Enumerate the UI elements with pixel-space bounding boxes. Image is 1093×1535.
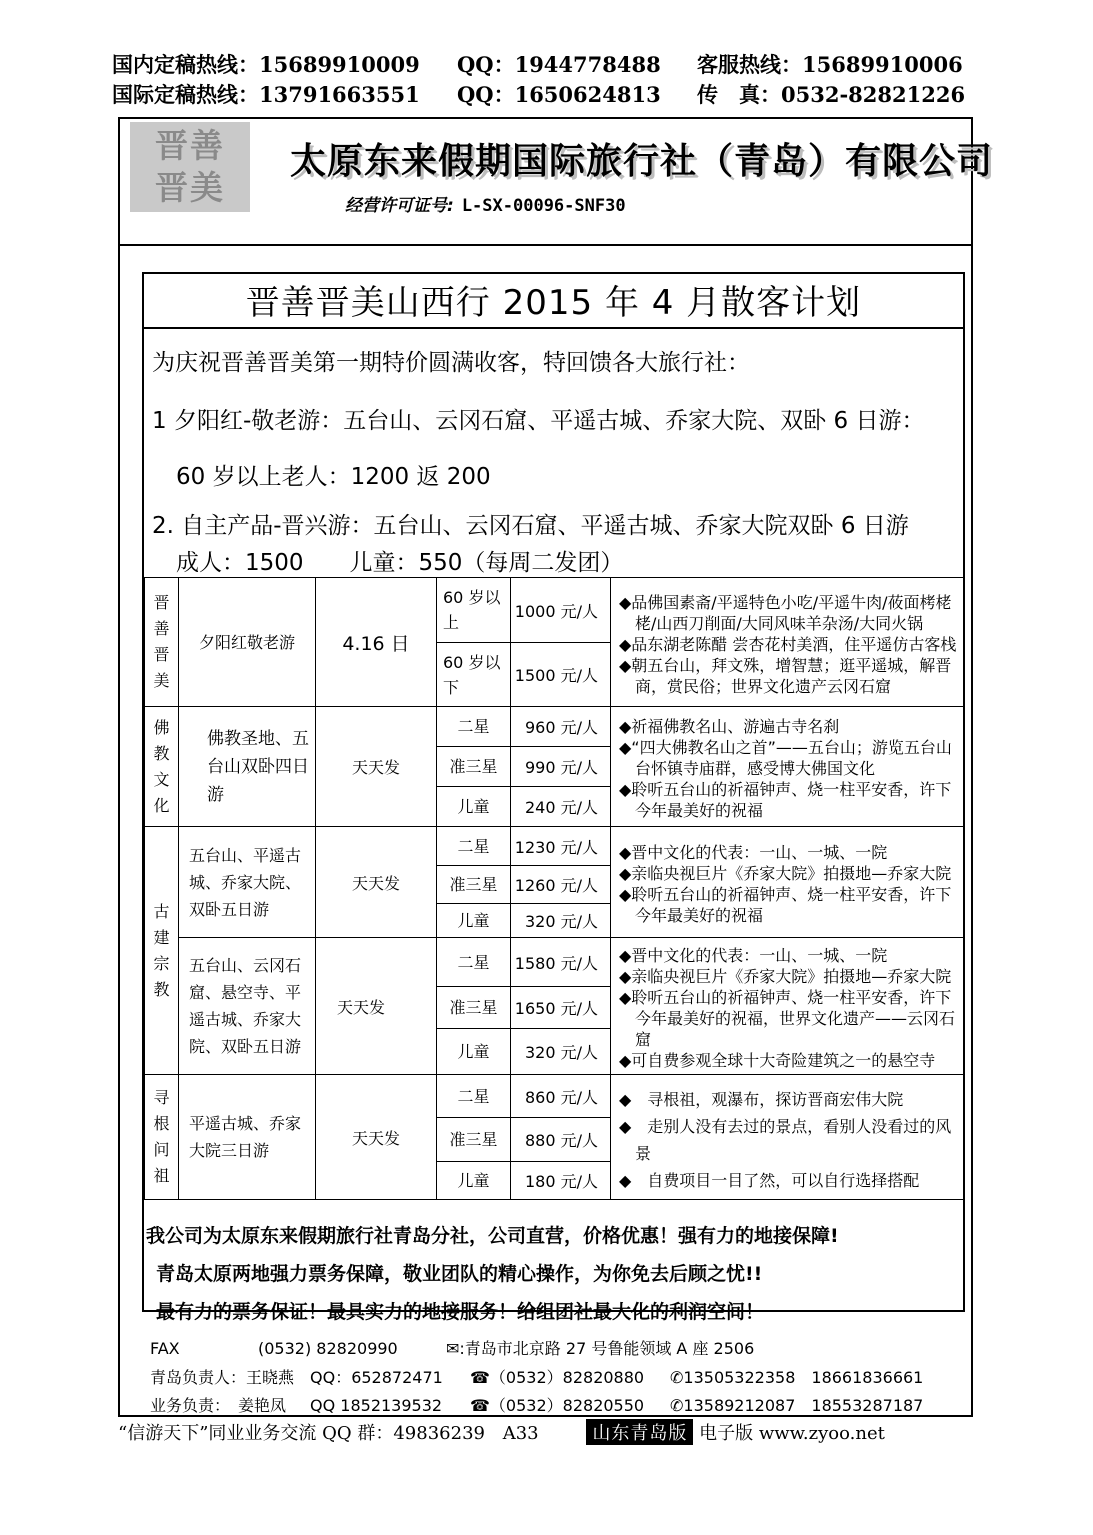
license-label: 经营许可证号: (345, 196, 454, 216)
price-cell: 320 元/人 (511, 904, 611, 938)
tier-cell: 二星 (437, 827, 511, 866)
tier-cell: 儿童 (437, 787, 511, 827)
price-cell: 1500 元/人 (511, 643, 611, 707)
domestic-qq: QQ：1944778488 (457, 52, 661, 77)
category-cell: 古 建 宗 教 (145, 827, 179, 1075)
date-cell: 天天发 (316, 827, 437, 938)
tier-cell: 准三星 (437, 1118, 511, 1162)
tier-cell: 准三星 (437, 987, 511, 1029)
edition-badge: 山东青岛版 (586, 1419, 693, 1445)
promo-1: 1 夕阳红-敬老游：五台山、云冈石窟、平遥古城、乔家大院、双卧 6 日游： (152, 408, 925, 434)
contact-fax-row (150, 1336, 754, 1359)
tier-cell: 儿童 (437, 904, 511, 938)
tier-cell: 儿童 (437, 1029, 511, 1075)
company-name: 太原东来假期国际旅行社（青岛）有限公司 (290, 141, 994, 182)
notes-cell: ◆晋中文化的代表：一山、一城、一院 ◆亲临央视巨片《乔家大院》拍摄地—乔家大院 ◆聆听五台山的祈福钟声、烧一柱平安香，许下今年最美好的祝福，世界文化遗产——云冈石窟 ◆可自费参观全球十大奇险建筑之一的悬空寺 (611, 938, 964, 1075)
service-hotline: 客服热线：15689910006 (697, 52, 963, 77)
price-cell: 240 元/人 (511, 787, 611, 827)
fax-number: (0532) 82820990 (258, 1339, 398, 1358)
hotline-header (112, 50, 972, 110)
hotline-row-international (112, 80, 972, 110)
price-cell: 1650 元/人 (511, 987, 611, 1029)
promo-line-1: 我公司为太原东来假期旅行社青岛分社，公司直营，价格优惠！强有力的地接保障! (146, 1225, 839, 1247)
promo-2-price: 成人：1500 儿童：550（每周二发团） (176, 550, 624, 576)
international-hotline: 国际定稿热线：13791663551 (112, 82, 420, 107)
price-cell: 1000 元/人 (511, 578, 611, 643)
address: ✉:青岛市北京路 27 号鲁能领域 A 座 2506 (446, 1339, 755, 1358)
category-cell: 寻 根 问 祖 (145, 1075, 179, 1200)
date-cell: 天天发 (316, 1075, 437, 1200)
plan-box (142, 272, 965, 1312)
category-cell: 晋 善 晋 美 (145, 578, 179, 707)
tier-cell: 二星 (437, 938, 511, 987)
notes-cell: ◆晋中文化的代表：一山、一城、一院 ◆亲临央视巨片《乔家大院》拍摄地—乔家大院 ◆聆听五台山的祈福钟声、烧一柱平安香，许下今年最美好的祝福 (611, 827, 964, 938)
contact-row: 青岛负责人：王晓燕 QQ：652872471 ☎（0532）82820880 ✆13505322358 18661836661 (150, 1368, 924, 1387)
fax-label: FAX (150, 1339, 180, 1358)
website: 电子版 www.zyoo.net (699, 1423, 885, 1444)
route-cell: 平遥古城、乔家大院三日游 (179, 1075, 316, 1200)
route-cell: 夕阳红敬老游 (179, 578, 316, 707)
price-cell: 880 元/人 (511, 1118, 611, 1162)
page-number: A33 (502, 1423, 539, 1444)
price-cell: 320 元/人 (511, 1029, 611, 1075)
route-cell: 五台山、平遥古城、乔家大院、双卧五日游 (179, 827, 316, 938)
qq-group: “信游天下”同业业务交流 QQ 群：49836239 (118, 1423, 485, 1444)
promo-line-3: 最有力的票务保证！最具实力的地接服务！给组团社最大化的利润空间！ (156, 1301, 765, 1323)
promo-1-price: 60 岁以上老人：1200 返 200 (176, 464, 491, 490)
price-cell: 1580 元/人 (511, 938, 611, 987)
table-row (145, 1075, 964, 1118)
promo-line-2: 青岛太原两地强力票务保障，敬业团队的精心操作，为你免去后顾之忧!! (156, 1263, 763, 1285)
intro-line: 为庆祝晋善晋美第一期特价圆满收客，特回馈各大旅行社： (152, 350, 750, 376)
price-cell: 180 元/人 (511, 1162, 611, 1200)
ad-frame (118, 117, 994, 1417)
table-row (145, 707, 964, 747)
promo-2: 2. 自主产品-晋兴游：五台山、云冈石窟、平遥古城、乔家大院双卧 6 日游 (152, 513, 909, 539)
date-cell: 天天发 (316, 938, 437, 1075)
tier-cell: 准三星 (437, 747, 511, 787)
hotline-row-domestic (112, 50, 972, 80)
notes-cell: ◆品佛国素斋/平遥特色小吃/平遥牛肉/莜面栲栳栳/山西刀削面/大同风味羊杂汤/大同火锅 ◆品东湖老陈醋 尝杏花村美酒，住平遥仿古客栈 ◆朝五台山，拜文殊，增智慧；逛平遥城，解晋商，赏民俗；世界文化遗产云冈石窟 (611, 578, 964, 707)
notes-cell: ◆祈福佛教名山、游遍古寺名刹 ◆“四大佛教名山之首”——五台山；游览五台山台怀镇寺庙群，感受博大佛国文化 ◆聆听五台山的祈福钟声、烧一柱平安香，许下今年最美好的祝福 (611, 707, 964, 827)
company-header (120, 119, 994, 246)
route-cell: 五台山、云冈石窟、悬空寺、平遥古城、乔家大院、双卧五日游 (179, 938, 316, 1075)
license-number: L-SX-00096-SNF30 (461, 196, 626, 216)
route-cell: 佛教圣地、五台山双卧四日游 (179, 707, 316, 827)
price-cell: 1230 元/人 (511, 827, 611, 866)
date-cell: 天天发 (316, 707, 437, 827)
company-logo: 晋善 晋美 (130, 122, 250, 212)
date-cell: 4.16 日 (316, 578, 437, 707)
price-cell: 990 元/人 (511, 747, 611, 787)
table-row (145, 578, 964, 643)
plan-title: 晋善晋美山西行 2015 年 4 月散客计划 (144, 274, 963, 329)
table-row (145, 827, 964, 866)
category-cell: 佛 教 文 化 (145, 707, 179, 827)
fax-number: 传 真：0532-82821226 (697, 82, 966, 107)
notes-cell: ◆ 寻根祖，观瀑布，探访晋商宏伟大院 ◆ 走别人没有去过的景点，看别人没看过的风景 ◆ 自费项目一目了然，可以自行选择搭配 (611, 1075, 964, 1200)
international-qq: QQ：1650624813 (457, 82, 661, 107)
price-cell: 960 元/人 (511, 707, 611, 747)
tier-cell: 60 岁以上 (437, 578, 511, 643)
price-cell: 1260 元/人 (511, 866, 611, 904)
price-cell: 860 元/人 (511, 1075, 611, 1118)
tier-cell: 二星 (437, 1075, 511, 1118)
domestic-hotline: 国内定稿热线：15689910009 (112, 52, 420, 77)
footer (118, 1419, 978, 1445)
tier-cell: 二星 (437, 707, 511, 747)
price-table (144, 577, 964, 1200)
contact-row: 业务负责： 姜艳凤 QQ 1852139532 ☎（0532）82820550 ✆13589212087 18553287187 (150, 1396, 924, 1415)
table-row (145, 938, 964, 987)
tier-cell: 60 岁以下 (437, 643, 511, 707)
tier-cell: 儿童 (437, 1162, 511, 1200)
tier-cell: 准三星 (437, 866, 511, 904)
license (345, 191, 626, 216)
